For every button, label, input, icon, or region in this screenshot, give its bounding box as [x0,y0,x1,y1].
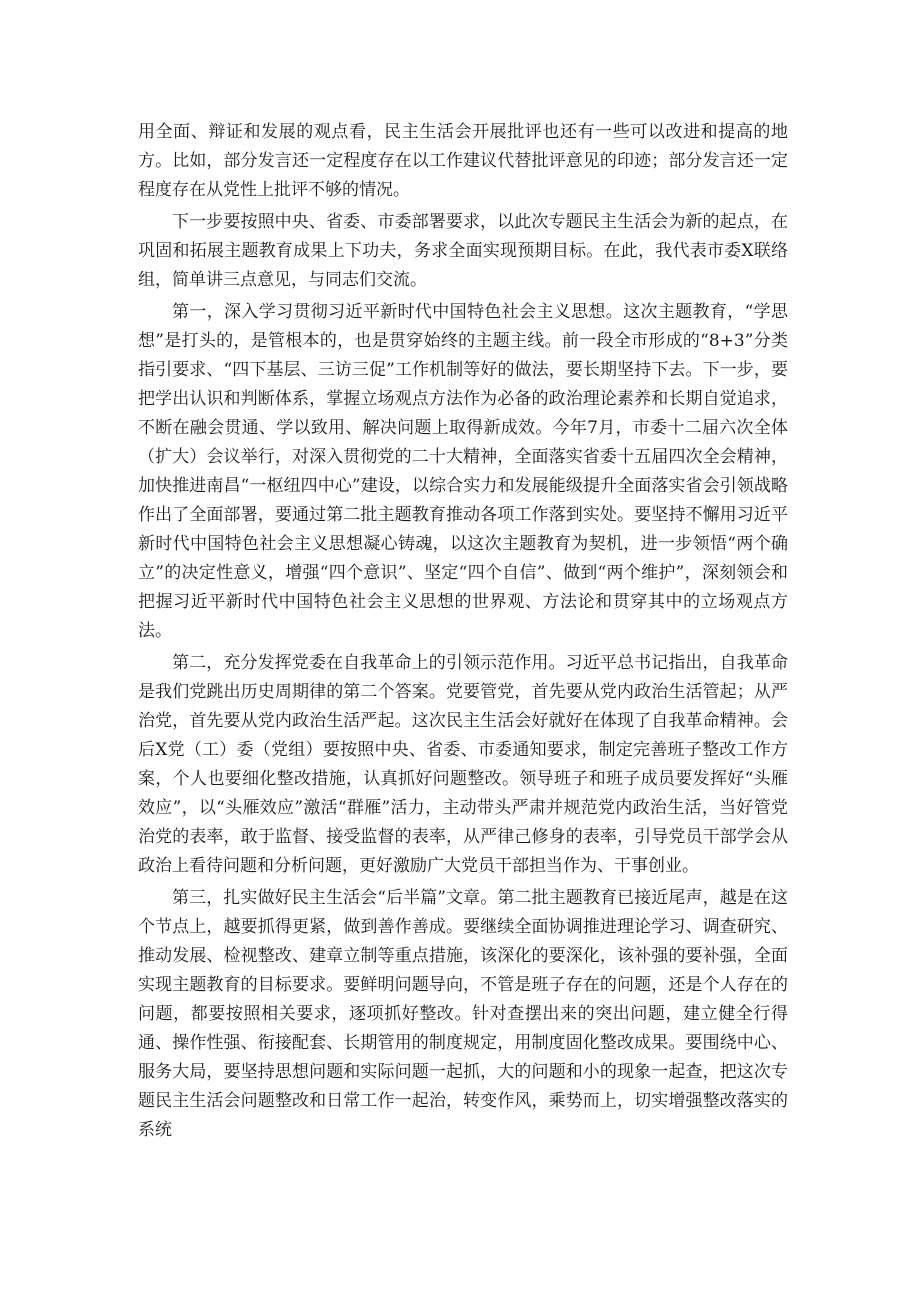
document-body [138,118,788,1148]
paragraph-3: 第一，深入学习贯彻习近平新时代中国特色社会主义思想。这次主题教育，“学思想”是打头的，是管根本的，也是贯穿始终的主题主线。前一段全市形成的“8+3”分类指引要求、“四下基层、三访三促”工作机制等好的做法，要长期坚持下去。下一步，要把学出认识和判断体系，掌握立场观点方法作为必备的政治理论素养和长期自觉追求，不断在融会贯通、学以致用、解决问题上取得新成效。今年7月，市委十二届六次全体（扩大）会议举行，对深入贯彻党的二十大精神，全面落实省委十五届四次全会精神，加快推进南昌“一枢纽四中心”建设，以综合实力和发展能级提升全面落实省会引领战略作出了全面部署，要通过第二批主题教育推动各项工作落到实处。要坚持不懈用习近平新时代中国特色社会主义思想凝心铸魂，以这次主题教育为契机，进一步领悟“两个确立”的决定性意义，增强“四个意识”、坚定“四个自信”、做到“两个维护”，深刻领会和把握习近平新时代中国特色社会主义思想的世界观、方法论和贯穿其中的立场观点方法。 [138,302,788,641]
paragraph-2: 下一步要按照中央、省委、市委部署要求，以此次专题民主生活会为新的起点，在巩固和拓展主题教育成果上下功夫，务求全面实现预期目标。在此，我代表市委X联络组，简单讲三点意见，与同志们交流。 [138,212,788,290]
paragraph-1: 用全面、辩证和发展的观点看，民主生活会开展批评也还有一些可以改进和提高的地方。比如，部分发言还一定程度存在以工作建议代替批评意见的印迹；部分发言还一定程度存在从党性上批评不够的情况。 [138,122,788,200]
paragraph-5: 第三，扎实做好民主生活会“后半篇”文章。第二批主题教育已接近尾声，越是在这个节点上，越要抓得更紧，做到善作善成。要继续全面协调推进理论学习、调查研究、推动发展、检视整改、建章立制等重点措施，该深化的要深化，该补强的要补强，全面实现主题教育的目标要求。要鲜明问题导向，不管是班子存在的问题，还是个人存在的问题，都要按照相关要求，逐项抓好整改。针对查摆出来的突出问题，建立健全行得通、操作性强、衔接配套、长期管用的制度规定，用制度固化整改成果。要围绕中心、服务大局，要坚持思想问题和实际问题一起抓，大的问题和小的现象一起查，把这次专题民主生活会问题整改和日常工作一起治，转变作风，乘势而上，切实增强整改落实的系统 [138,888,788,1140]
paragraph-4: 第二，充分发挥党委在自我革命上的引领示范作用。习近平总书记指出，自我革命是我们党跳出历史周期律的第二个答案。党要管党，首先要从党内政治生活管起；从严治党，首先要从党内政治生活严起。这次民主生活会好就好在体现了自我革命精神。会后X党（工）委（党组）要按照中央、省委、市委通知要求，制定完善班子整改工作方案，个人也要细化整改措施，认真抓好问题整改。领导班子和班子成员要发挥好“头雁效应”，以“头雁效应”激活“群雁”活力，主动带头严肃并规范党内政治生活，当好管党治党的表率，敢于监督、接受监督的表率，从严律己修身的表率，引导党员干部学会从政治上看待问题和分析问题，更好激励广大党员干部担当作为、干事创业。 [138,653,788,876]
